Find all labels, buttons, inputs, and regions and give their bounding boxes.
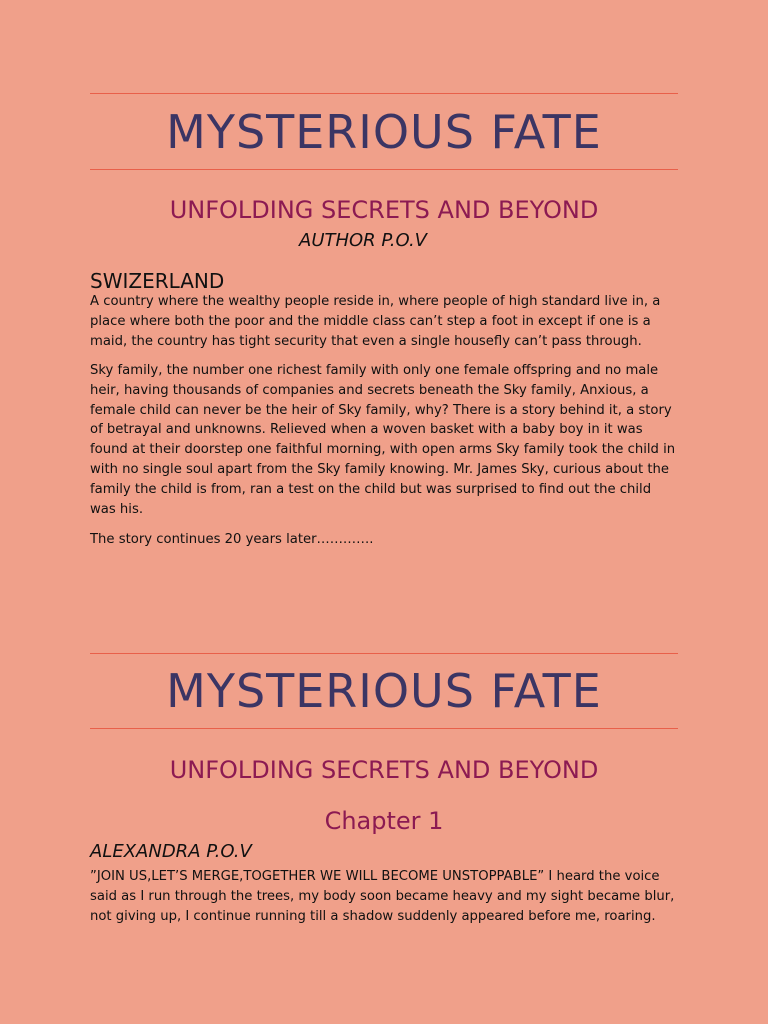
paragraph-2: Sky family, the number one richest family with only one female offspring and no male heir, having thousands of companies and secrets beneath the Sky family, Anxious, a female child can never be the heir of Sky family, why? There is a story behind it, a story of betrayal and unknowns. Relieved when a woven basket with a baby boy in it was found at their doorstep one faithful morning, with open arms Sky family took the child in with no single soul apart from the Sky family knowing. Mr. James Sky, curious about the family the child is from, ran a test on the child but was surprised to find out the child was his. [90, 363, 676, 517]
book-subtitle: UNFOLDING SECRETS AND BEYOND [169, 196, 599, 224]
chapter-heading: Chapter 1 [324, 807, 444, 835]
book-title: MYSTERIOUS FATE [166, 105, 602, 159]
pov-heading-2: ALEXANDRA P.O.V [90, 841, 252, 862]
title-rule-1 [90, 169, 678, 170]
top-rule-1 [90, 93, 678, 94]
location-heading: SWIZERLAND [90, 269, 225, 293]
paragraph-3: The story continues 20 years later…………. [90, 532, 374, 547]
title-rule-2 [90, 728, 678, 729]
book-subtitle-2: UNFOLDING SECRETS AND BEYOND [169, 756, 599, 784]
paragraph-1: A country where the wealthy people reside in, where people of high standard live in, a place where both the poor and the middle class can’t step a foot in except if one is a maid, the country has tight security that even a single housefly can’t pass through. [90, 294, 661, 349]
book-title-2: MYSTERIOUS FATE [166, 664, 602, 718]
pov-heading: AUTHOR P.O.V [299, 230, 427, 251]
top-rule-2 [90, 653, 678, 654]
paragraph-4: ”JOIN US,LET’S MERGE,TOGETHER WE WILL BECOME UNSTOPPABLE” I heard the voice said as I run through the trees, my body soon became heavy and my sight became blur, not giving up, I continue running till a shadow suddenly appeared before me, roaring. [90, 869, 675, 924]
